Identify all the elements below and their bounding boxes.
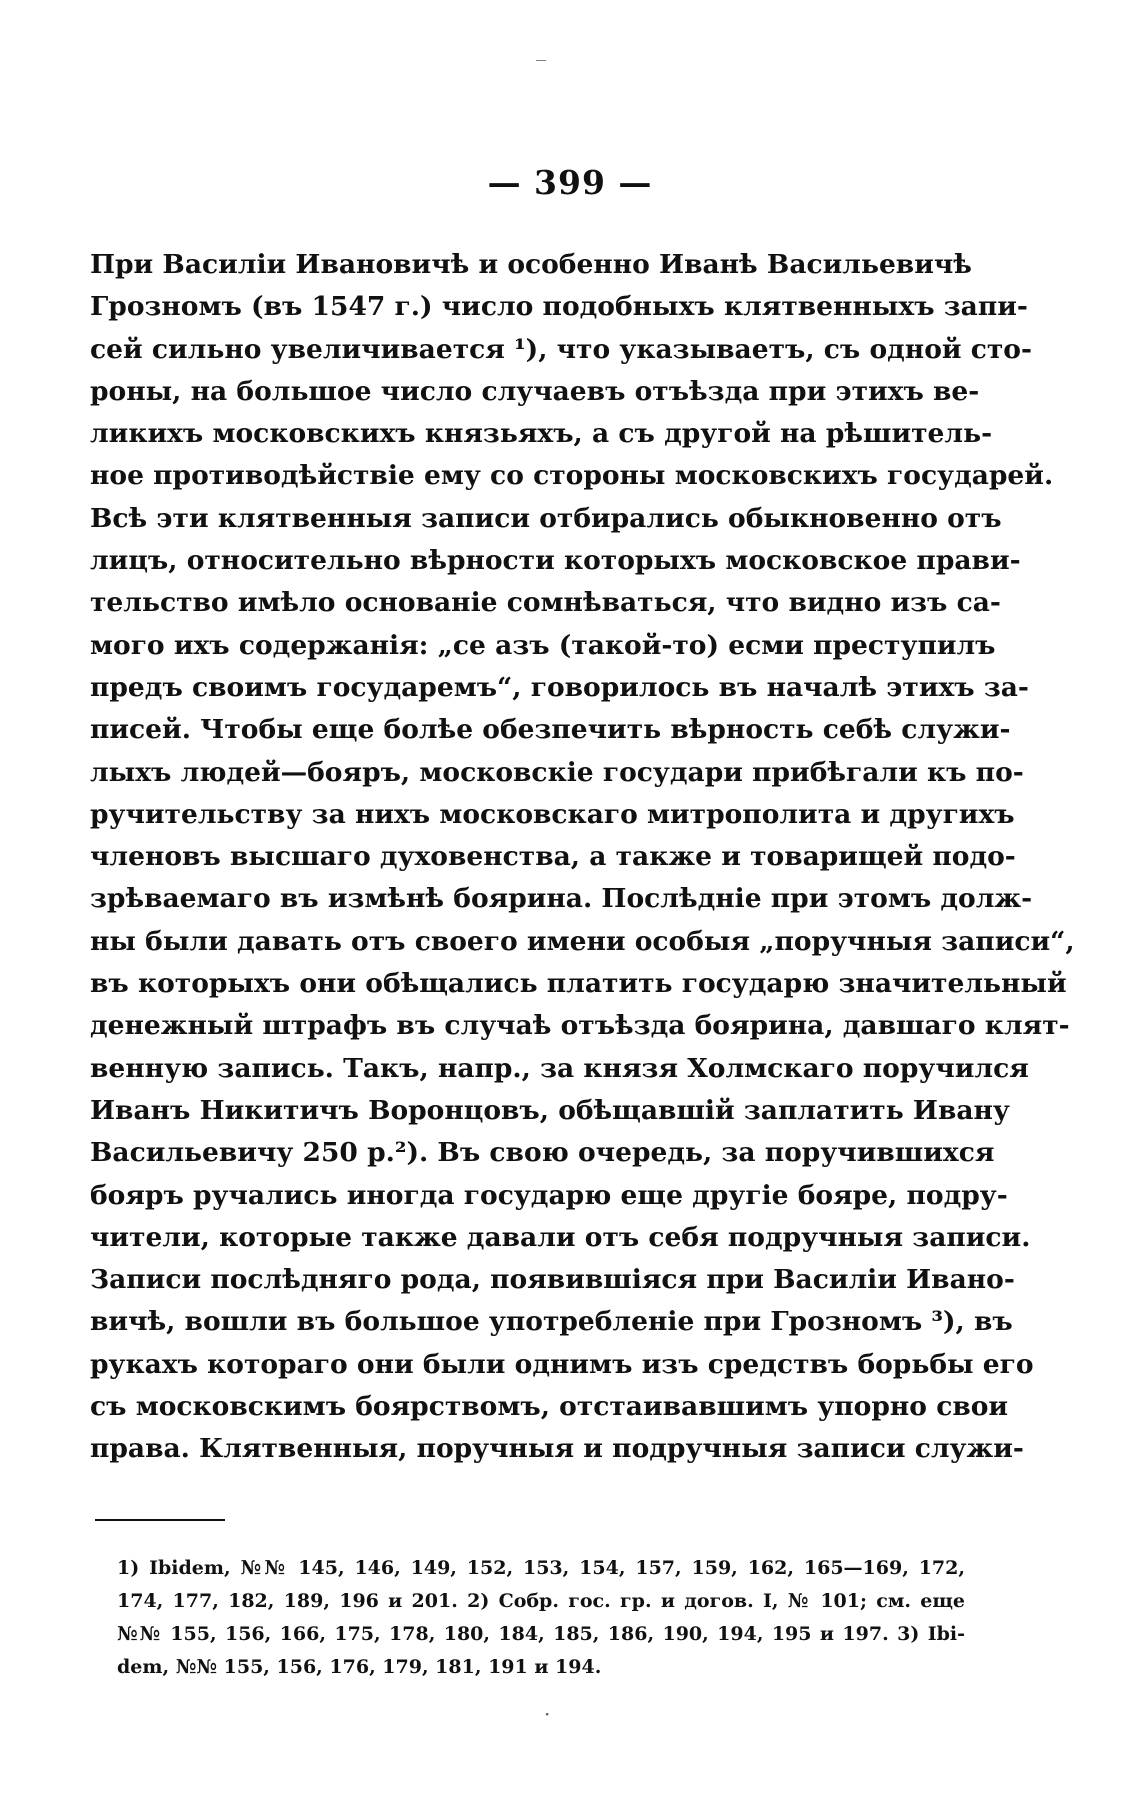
body-line: роны, на большое число случаевъ отъѣзда при этихъ ве- [90, 375, 980, 407]
footnote-line: №№ 155, 156, 166, 175, 178, 180, 184, 185, 186, 190, 194, 195 и 197. 3) Ibi- [117, 1623, 965, 1645]
body-line: ное противодѣйствіе ему со стороны московскихъ государей. [90, 460, 1054, 492]
page-number: — 399 — [487, 163, 653, 202]
footnote-line: 174, 177, 182, 189, 196 и 201. 2) Собр. гос. гр. и догов. I, № 101; см. еще [117, 1590, 965, 1612]
footnotes [117, 1552, 965, 1684]
body-line: бояръ ручались иногда государю еще другіе бояре, подру- [90, 1179, 1008, 1211]
body-line: венную запись. Такъ, напр., за князя Холмскаго поручился [90, 1052, 1029, 1084]
footnote-divider [95, 1519, 225, 1521]
body-line: мого ихъ содержанія: „се азъ (такой-то) есми преступилъ [90, 629, 996, 661]
body-line: съ московскимъ боярствомъ, отстаивавшимъ упорно свои [90, 1391, 1009, 1423]
body-line: денежный штрафъ въ случаѣ отъѣзда боярина, давшаго клят- [90, 1010, 1070, 1042]
body-line: лицъ, относительно вѣрности которыхъ московское прави- [90, 545, 1021, 577]
scan-speck-bottom: · [544, 1702, 551, 1726]
body-line: членовъ высшаго духовенства, а также и товарищей подо- [90, 841, 1016, 873]
body-line: рукахъ котораго они были однимъ изъ средствъ борьбы его [90, 1348, 1034, 1380]
body-line: тельство имѣло основаніе сомнѣваться, что видно изъ са- [90, 587, 1001, 619]
body-line: Грозномъ (въ 1547 г.) число подобныхъ клятвенныхъ запи- [90, 291, 1028, 323]
body-line: ручительству за нихъ московскаго митрополита и другихъ [90, 798, 1015, 830]
body-line: ликихъ московскихъ князьяхъ, а съ другой на рѣшитель- [90, 418, 993, 450]
scan-speck-top: ‾ [536, 56, 546, 80]
body-line: Всѣ эти клятвенныя записи отбирались обыкновенно отъ [90, 502, 1002, 534]
body-line: При Василіи Ивановичѣ и особенно Иванѣ Васильевичѣ [90, 249, 972, 280]
body-line: предъ своимъ государемъ“, говорилось въ началѣ этихъ за- [90, 671, 1029, 703]
body-line: ны были давать отъ своего имени особыя „поручныя записи“, [90, 925, 1075, 957]
footnote-line: 1) Ibidem, №№ 145, 146, 149, 152, 153, 154, 157, 159, 162, 165—169, 172, [117, 1557, 965, 1579]
body-line: сей сильно увеличивается ¹), что указываетъ, съ одной сто- [90, 333, 1032, 365]
body-line: Иванъ Никитичъ Воронцовъ, обѣщавшій заплатить Ивану [90, 1094, 1010, 1126]
body-line: чители, которые также давали отъ себя подручныя записи. [90, 1221, 1031, 1253]
body-line: вичѣ, вошли въ большое употребленіе при Грозномъ ³), въ [90, 1306, 1013, 1338]
footnote-line: dem, №№ 155, 156, 176, 179, 181, 191 и 194. [117, 1656, 602, 1678]
body-line: лыхъ людей—бояръ, московскіе государи прибѣгали къ по- [90, 756, 1024, 788]
body-line: писей. Чтобы еще болѣе обезпечить вѣрность себѣ служи- [90, 714, 1011, 746]
body-line: въ которыхъ они обѣщались платить государю значительный [90, 968, 1067, 1000]
body-line: Васильевичу 250 р.²). Въ свою очередь, за поручившихся [90, 1137, 995, 1169]
body-text [90, 244, 1075, 1471]
body-line: Записи послѣдняго рода, появившіяся при Василіи Ивано- [90, 1264, 1015, 1296]
body-line: зрѣваемаго въ измѣнѣ боярина. Послѣдніе при этомъ долж- [90, 883, 1033, 915]
body-line: права. Клятвенныя, поручныя и подручныя записи служи- [90, 1433, 1024, 1465]
